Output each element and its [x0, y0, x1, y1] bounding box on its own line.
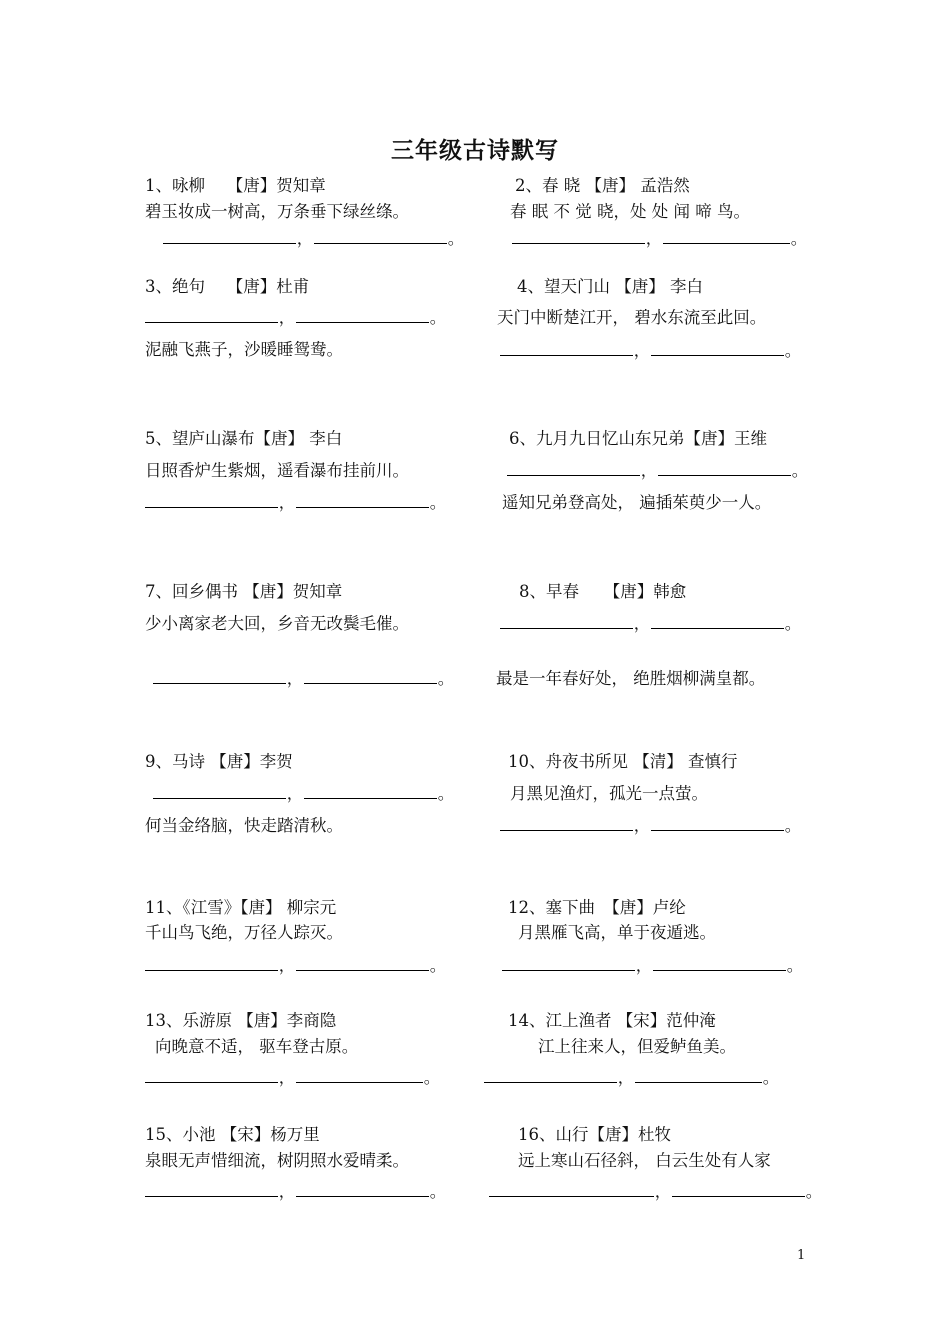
poem-given-line: 碧玉妆成一树高，万条垂下绿丝绦。 [145, 202, 409, 221]
page-number: 1 [797, 1248, 806, 1263]
answer-blank-line[interactable]: ， 。 [507, 460, 809, 482]
poem-heading: 4、望天门山 【唐】 李白 [517, 277, 703, 296]
answer-blank-line[interactable]: ， 。 [484, 1067, 780, 1089]
poem-heading: 14、江上渔者 【宋】范仲淹 [508, 1011, 716, 1030]
answer-blank-line[interactable]: ， 。 [145, 1181, 447, 1203]
answer-blank-line[interactable]: ， 。 [502, 955, 804, 977]
poem-heading: 5、望庐山瀑布【唐】 李白 [145, 429, 343, 448]
poem-heading: 7、回乡偶书 【唐】贺知章 [145, 582, 343, 601]
poem-given-line: 月黑见渔灯，孤光一点萤。 [510, 784, 708, 803]
poem-heading: 2、春 晓 【唐】 孟浩然 [515, 176, 690, 195]
answer-blank-line[interactable]: ， 。 [153, 783, 455, 805]
poem-given-line: 江上往来人，但爱鲈鱼美。 [538, 1037, 736, 1056]
poem-heading: 1、咏柳 【唐】贺知章 [145, 176, 326, 195]
poem-heading: 13、乐游原 【唐】李商隐 [145, 1011, 337, 1030]
poem-given-line: 何当金络脑，快走踏清秋。 [145, 816, 343, 835]
poem-given-line: 月黑雁飞高，单于夜遁逃。 [518, 923, 716, 942]
poem-heading: 12、塞下曲 【唐】卢纶 [508, 898, 686, 917]
poem-given-line: 泉眼无声惜细流，树阴照水爱晴柔。 [145, 1151, 409, 1170]
poem-heading: 16、山行【唐】杜牧 [518, 1125, 671, 1144]
answer-blank-line[interactable]: ， 。 [163, 228, 465, 250]
poem-heading: 9、马诗 【唐】李贺 [145, 752, 293, 771]
poem-heading: 15、小池 【宋】杨万里 [145, 1125, 320, 1144]
page-title: 三年级古诗默写 [391, 137, 559, 164]
answer-blank-line[interactable]: ， 。 [145, 307, 447, 329]
answer-blank-line[interactable]: ， 。 [145, 492, 447, 514]
poem-heading: 10、舟夜书所见 【清】 查慎行 [508, 752, 738, 771]
poem-heading: 6、九月九日忆山东兄弟【唐】王维 [509, 429, 767, 448]
poem-given-line: 遥知兄弟登高处， 遍插茱萸少一人。 [502, 493, 772, 512]
poem-given-line: 泥融飞燕子，沙暖睡鸳鸯。 [145, 340, 343, 359]
answer-blank-line[interactable]: ， 。 [500, 613, 802, 635]
poem-heading: 11、《江雪》【唐】 柳宗元 [145, 898, 337, 917]
answer-blank-line[interactable]: ， 。 [489, 1181, 823, 1203]
poem-heading: 8、早春 【唐】韩愈 [519, 582, 687, 601]
poem-given-line: 远上寒山石径斜， 白云生处有人家 [518, 1151, 771, 1170]
answer-blank-line[interactable]: ， 。 [153, 668, 455, 690]
answer-blank-line[interactable]: ， 。 [500, 815, 802, 837]
poem-given-line: 日照香炉生紫烟，遥看瀑布挂前川。 [145, 461, 409, 480]
poem-given-line: 少小离家老大回，乡音无改鬓毛催。 [145, 614, 409, 633]
answer-blank-line[interactable]: ， 。 [145, 955, 447, 977]
poem-heading: 3、绝句 【唐】杜甫 [145, 277, 310, 296]
poem-given-line: 春 眠 不 觉 晓，处 处 闻 啼 鸟。 [510, 202, 750, 221]
poem-given-line: 向晚意不适， 驱车登古原。 [155, 1037, 359, 1056]
poem-given-line: 千山鸟飞绝，万径人踪灭。 [145, 923, 343, 942]
poem-given-line: 最是一年春好处， 绝胜烟柳满皇都。 [496, 669, 766, 688]
answer-blank-line[interactable]: ， 。 [500, 340, 802, 362]
answer-blank-line[interactable]: ， 。 [512, 228, 808, 250]
answer-blank-line[interactable]: ， 。 [145, 1067, 441, 1089]
poem-given-line: 天门中断楚江开， 碧水东流至此回。 [497, 308, 767, 327]
